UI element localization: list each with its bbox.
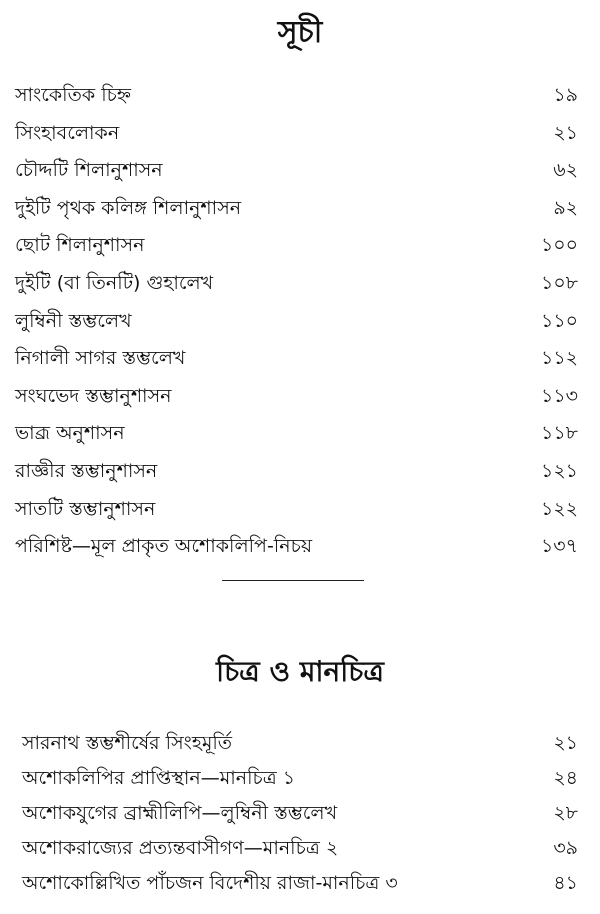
contents-entry-label: দুইটি পৃথক কলিঙ্গ শিলানুশাসন: [15, 196, 242, 219]
contents-entry-page-number: ১৩৭: [540, 535, 578, 558]
contents-entry: [0, 155, 600, 193]
illustrations-entry: [0, 763, 600, 798]
illustrations-entry-page-number: ২১: [553, 732, 578, 754]
contents-entry: [0, 381, 600, 419]
contents-entry: [0, 531, 600, 569]
illustrations-entry: [0, 833, 600, 868]
illustrations-entry-label: অশোকরাজ্যের প্রত্যন্তবাসীগণ—মানচিত্র ২: [22, 837, 339, 859]
contents-entry: [0, 80, 600, 118]
contents-entry: [0, 230, 600, 268]
illustrations-entry-label: অশোকলিপির প্রাপ্তিস্থান—মানচিত্র ১: [22, 767, 296, 789]
contents-entry-page-number: ১১২: [540, 347, 578, 370]
illustrations-entry: [0, 728, 600, 763]
illustrations-entry-label: অশোকোল্লিখিত পাঁচজন বিদেশীয় রাজা-মানচিত্র ৩: [22, 872, 398, 894]
contents-entry-page-number: ১১৮: [541, 422, 578, 445]
illustrations-entry-label: সারনাথ স্তম্ভশীর্ষের সিংহমূর্তি: [22, 732, 233, 754]
contents-entry-page-number: ৯২: [553, 196, 578, 219]
contents-entry-label: সাতটি স্তম্ভানুশাসন: [15, 497, 156, 520]
contents-entry-label: দুইটি (বা তিনটি) গুহালেখ: [15, 271, 214, 294]
illustrations-entry-page-number: ২৮: [553, 802, 578, 824]
contents-entry: [0, 418, 600, 456]
contents-entry-label: লুম্বিনী স্তম্ভলেখ: [15, 309, 132, 332]
contents-entry: [0, 343, 600, 381]
contents-entry-page-number: ২১: [553, 121, 578, 144]
contents-entry-page-number: ১০০: [540, 234, 578, 257]
illustrations-entry-page-number: ৩৯: [553, 837, 578, 859]
contents-entry: [0, 456, 600, 494]
contents-entry: [0, 193, 600, 231]
contents-entry-label: পরিশিষ্ট—মূল প্রাকৃত অশোকলিপি-নিচয়: [15, 535, 313, 558]
contents-entry-label: ছোট শিলানুশাসন: [15, 234, 145, 257]
contents-list: [0, 80, 600, 569]
contents-entry: [0, 118, 600, 156]
contents-entry-page-number: ১২১: [540, 459, 578, 482]
illustrations-list: [0, 728, 600, 903]
illustrations-heading: চিত্র ও মানচিত্র: [216, 655, 384, 688]
contents-entry-label: চৌদ্দটি শিলানুশাসন: [15, 159, 163, 182]
contents-entry: [0, 268, 600, 306]
contents-entry-page-number: ১১৩: [540, 384, 578, 407]
contents-entry-label: ভাব্রূ অনুশাসন: [15, 422, 125, 445]
contents-entry-label: নিগালী সাগর স্তম্ভলেখ: [15, 347, 186, 370]
contents-entry-label: রাজ্ঞীর স্তম্ভানুশাসন: [15, 459, 158, 482]
illustrations-entry-page-number: ২৪: [553, 767, 578, 789]
contents-entry-page-number: ১২২: [540, 497, 578, 520]
contents-entry-page-number: ১০৮: [540, 271, 578, 294]
illustrations-entry: [0, 868, 600, 903]
illustrations-entry: [0, 798, 600, 833]
section-divider: [222, 580, 364, 581]
illustrations-entry-label: অশোকযুগের ব্রাহ্মীলিপি—লুম্বিনী স্তম্ভলেখ: [22, 802, 338, 824]
contents-entry: [0, 494, 600, 532]
contents-entry: [0, 306, 600, 344]
contents-entry-label: সাংকেতিক চিহ্ন: [15, 84, 132, 106]
contents-heading: সূচী: [277, 15, 323, 50]
contents-entry-page-number: ১১০: [540, 309, 578, 332]
contents-entry-label: সংঘভেদ স্তম্ভানুশাসন: [15, 384, 172, 407]
illustrations-entry-page-number: ৪১: [553, 872, 578, 894]
contents-entry-page-number: ৬২: [553, 159, 578, 182]
contents-entry-label: সিংহাবলোকন: [15, 121, 120, 144]
contents-entry-page-number: ১৯: [553, 84, 578, 106]
